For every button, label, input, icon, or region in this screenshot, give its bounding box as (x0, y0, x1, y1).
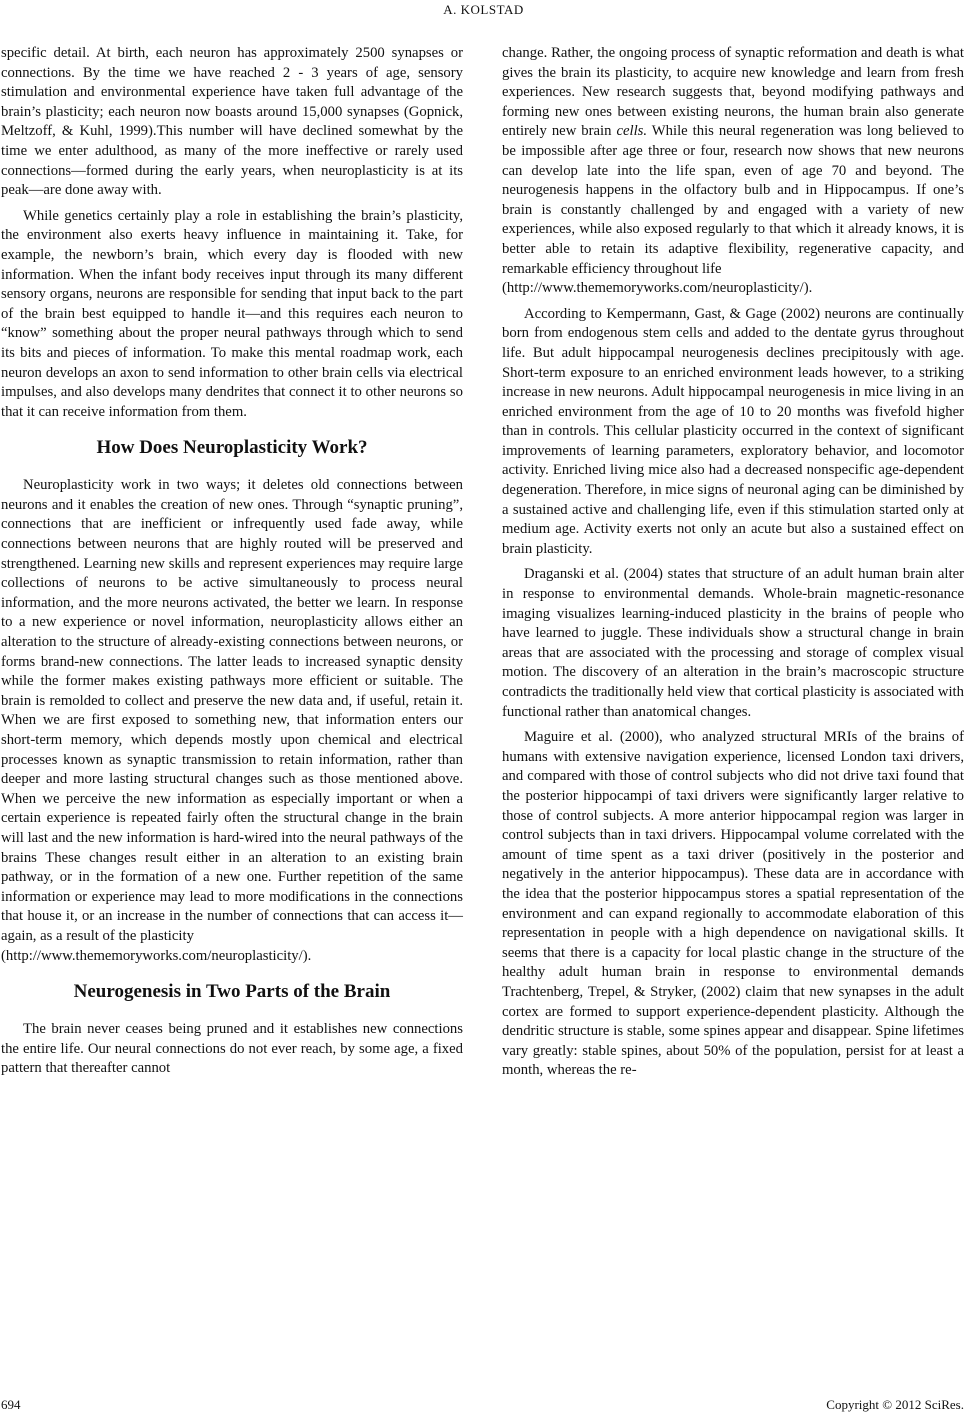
left-column (1, 44, 463, 1085)
emphasis-text: cells. (616, 123, 648, 140)
section-heading: How Does Neuroplasticity Work? (96, 437, 368, 459)
paragraph: While genetics certainly play a role in establishing the brain’s plasticity, the environment also exerts heavy influence in maintaining it. Take, for example, the newborn’s brain, which every day is flooded with new information. When the infant body receives input through its many different sensory organs, neurons are responsible for sending that input back to the part of the brain best equipped to handle it—and this requires each neuron to “know” something about the proper neural pathways through which to send its bits and pieces of information. To make this mental roadmap work, each neuron develops an axon to send information to other brain cells via electrical impulses, and also develops many dendrites that connect it to other neurons so that it can receive information from them. (1, 207, 463, 420)
section-heading: Neurogenesis in Two Parts of the Brain (73, 981, 391, 1003)
paragraph (502, 44, 964, 279)
paragraph: Neuroplasticity work in two ways; it deletes old connections between neurons and it enables the creation of new ones. Through “synaptic pruning”, connections that are inefficient or infrequently used fade away, while connections between neurons that are highly routed will be preserved and strengthened. Learning new skills and represent experiences may require large collections of neurons to be active simultaneously to process neural information, and the more neurons activated, the better we learn. In response to a new experience or novel information, neuroplasticity allows either an alteration to the structure of already-existing connections between neurons, or forms brand-new connections. The latter leads to increased synaptic density while the former makes existing pathways more efficient or suitable. The brain is remolded to collect and preserve the new data and, if useful, retain it. When we are first exposed to something new, that information enters our short-term memory, which depends mostly upon chemical and electrical processes known as synaptic transmission to retain information, rather than deeper and more lasting structural changes such as those mentioned above. When we perceive the new information as especially important or when a certain experience is repeated fairly often the structural change in the brain will last and the new information is hard-wired into the neural pathways of the brains These changes result either in an alteration to an existing brain pathway, or in the formation of a new one. Further repetition of the same information or experience may lead to more modifications in the connections that house it, or an increase in the number of connections that can access it—again, as a result of the plasticity (1, 477, 463, 944)
paragraph: The brain never ceases being pruned and it establishes new connections the entire life. Our neural connections do not ever reach, by some age, a fixed pattern that thereafter cannot (1, 1021, 463, 1077)
paragraph: Maguire et al. (2000), who analyzed structural MRIs of the brains of humans with extensive navigation experience, licensed London taxi drivers, and compared with those of control subjects who did not drive taxi found that the posterior hippocampi of taxi drivers were significantly larger relative to those of control subjects. A more anterior hippocampal region was larger in control subjects than in taxi drivers. Hippocampal volume correlated with the amount of time spent as a taxi driver (positively in the posterior and negatively in the anterior hippocampus). These data are in accordance with the idea that the posterior hippocampus stores a spatial representation of the environment and can expand regionally to accommodate elaboration of this representation in people with a high dependence on navigational skills. It seems that there is a capacity for local plastic change in the structure of the healthy adult human brain in response to environmental demands Trachtenberg, Trepel, & Stryker, (2002) claim that new synapses in the adult cortex are formed to support experience-dependent plasticity. Although the dendritic structure is stable, some spines appear and disappear. Spine lifetimes vary greatly: stable spines, about 50% of the population, persist for at least a month, whereas the re- (502, 729, 964, 1079)
citation-url: (http://www.thememoryworks.com/neuroplasticity/). (502, 280, 813, 297)
paragraph: Draganski et al. (2004) states that structure of an adult human brain alter in response to environmental demands. Whole-brain magnetic-resonance imaging visualizes learning-induced plasticity in the brains of people who have learned to juggle. These individuals show a structural change in brain areas that are associated with the processing and storage of complex visual motion. The discovery of an alteration in the brain’s macroscopic structure contradicts the traditionally held view that cortical plasticity is associated with functional rather than anatomical changes. (502, 566, 964, 720)
copyright-notice: Copyright © 2012 SciRes. (826, 1397, 964, 1412)
paragraph: According to Kempermann, Gast, & Gage (2002) neurons are continually born from endogenous stem cells and added to the dentate gyrus throughout life. But adult hippocampal neurogenesis declines precipitously with age. Short-term exposure to an enriched environment leads however, to a striking increase in new neurons. Adult hippocampal neurogenesis in mice living in an enriched environment from the age of 10 to 20 months was fivefold higher than in controls. This cellular plasticity occurred in the context of significant improvements of learning parameters, exploratory behavior, and locomotor activity. Enriched living mice also had a decreased nonspecific age-dependent degeneration. Therefore, in mice signs of neuronal aging can be diminished by a sustained active and challenging life, even if this stimulation started only at medium age. Activity exerts not only an acute but also a sustained effect on brain plasticity. (502, 305, 964, 557)
paragraph-text: change. Rather, the ongoing process of synaptic reformation and death is what gives the brain its plasticity, to acquire new knowledge and learn from fresh experiences. New research suggests that, beyond modifying pathways and forming new ones between existing neurons, the human brain also generate entirely new brain (502, 45, 964, 140)
page-footer (1, 1397, 964, 1413)
paragraph-text: While this neural regeneration was long believed to be impossible after age three or four, research now shows that new neurons can develop late into the life span, even of age 70 and beyond. The neurogenesis happens in the olfactory bulb and in Hippocampus. If one’s brain is constantly challenged by and engaged with a variety of new experiences, while also exposed regularly to that which it already knows, it is better able to retain its adaptive flexibility, regenerative capacity, and remarkable efficiency throughout life (502, 123, 964, 277)
citation-url: (http://www.thememoryworks.com/neuroplasticity/). (1, 947, 312, 964)
page-number: 694 (1, 1397, 21, 1412)
right-column (502, 44, 964, 1087)
paragraph: specific detail. At birth, each neuron has approximately 2500 synapses or connections. By the time we have reached 2 - 3 years of age, sensory stimulation and environmental experience have taken full advantage of the brain’s plasticity; each neuron now boasts around 15,000 synapses (Gopnick, Meltzoff, & Kuhl, 1999).This number will have declined somewhat by the time we enter adulthood, as many of the more ineffective or rarely used connections—formed during the early years, when neuroplasticity is at its peak—are done away with. (1, 45, 463, 199)
running-head: A. KOLSTAD (443, 2, 524, 17)
